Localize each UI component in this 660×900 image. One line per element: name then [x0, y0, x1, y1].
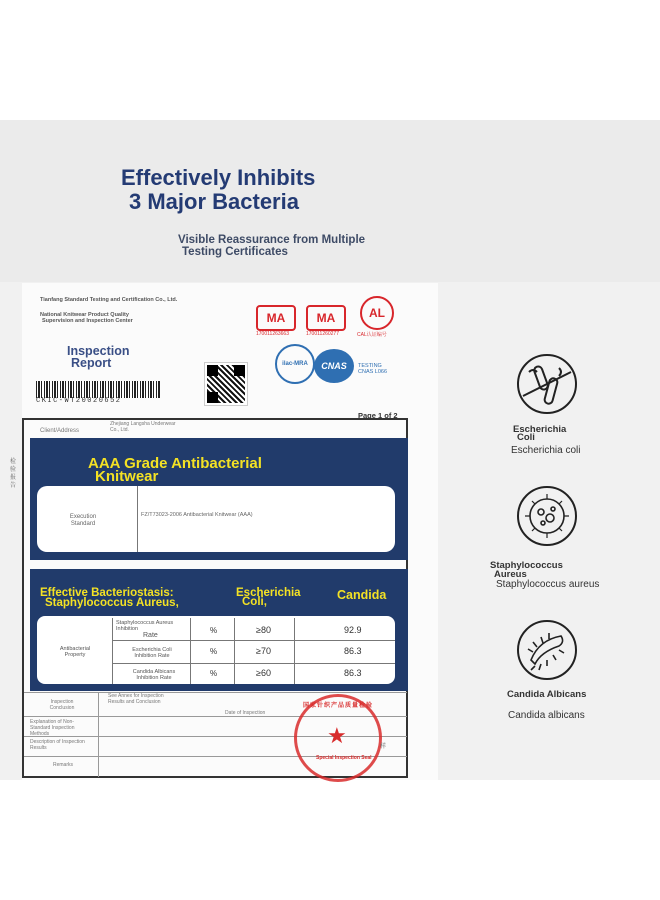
grade-title-line1: AAA Grade Antibacterial	[88, 455, 262, 472]
results-description-label: Description of Inspection Results	[30, 739, 85, 751]
conclusion-text-line2: Results and Conclusion	[108, 699, 161, 705]
bacteriostasis-title-col2-line1: Escherichia	[236, 587, 301, 599]
row1-result: 92.9	[344, 625, 362, 635]
conclusion-label-line2: Conclusion	[49, 705, 75, 711]
subtitle-line1: Visible Reassurance from Multiple	[178, 234, 366, 246]
property-label	[42, 646, 108, 658]
page-number: Page 1 of 2	[358, 411, 398, 420]
seal-side-char: 样	[380, 744, 387, 750]
row2-name-line2: Inhibition Rate	[134, 653, 170, 659]
row3-result: 86.3	[344, 668, 362, 678]
results-hline-1	[112, 640, 395, 641]
date-label: Date of Inspection	[225, 710, 266, 716]
conclusion-text	[108, 693, 164, 705]
row2-name-line1: Escherichia Coli	[132, 647, 172, 653]
bacteriostasis-title-col1-line2: Staphylococcus Aureus,	[45, 597, 179, 609]
side-vertical-text: 检验报告	[10, 459, 17, 489]
bacteriostasis-title-col1-line1: Effective Bacteriostasis:	[40, 587, 174, 599]
cma-logo-1: MA	[256, 305, 296, 331]
headline-line1: Effectively Inhibits	[121, 165, 316, 190]
bacteria-1-description: Escherichia coli	[511, 445, 581, 456]
cma-number-1: 170011263663	[256, 331, 289, 337]
testing-line1: TESTING	[358, 363, 382, 369]
results-vline-4	[294, 618, 295, 684]
bacteria-3-name-line1: Candida Albicans	[507, 689, 587, 700]
barcode	[36, 381, 160, 398]
bacteriostasis-title-col2-line2: Coli,	[242, 596, 267, 608]
candida-icon	[517, 620, 577, 680]
row1-name-line1: Staphylococcus Aureus	[116, 620, 174, 626]
seal-star-icon: ★	[327, 723, 347, 748]
execution-label-line1: Execution	[69, 514, 97, 520]
row1-unit: %	[210, 626, 218, 635]
e-coli-icon	[517, 354, 577, 414]
cma-number-2: 170011260277	[306, 331, 339, 337]
row2-result: 86.3	[344, 646, 362, 656]
results-hline-2	[112, 663, 395, 664]
client-value-line2: Co., Ltd.	[110, 427, 129, 433]
subtitle-line2: Testing Certificates	[182, 246, 288, 258]
header-background	[0, 120, 660, 282]
remarks-label: Remarks	[52, 762, 73, 768]
bacteria-2-description: Staphylococcus aureus	[496, 579, 600, 590]
conclusion-text-line1: See Annex for Inspection	[108, 693, 164, 699]
bacteria-2-name-line1: Staphylococcus	[490, 560, 563, 571]
issuer-center-line1: National Knitwear Product Quality	[40, 312, 129, 318]
row3-unit: %	[210, 669, 218, 678]
execution-label	[48, 514, 118, 528]
conclusion-label-line1: Inspection	[50, 699, 74, 705]
cal-caption: CAL认证编号	[357, 332, 387, 338]
issuer-name: Tianfang Standard Testing and Certification Co., Ltd.	[40, 297, 178, 303]
results-vline-1	[112, 618, 113, 684]
seal-label: Special Inspection Seal	[316, 755, 372, 761]
property-label-line2: Property	[64, 652, 86, 658]
row2-unit: %	[210, 647, 218, 656]
client-value-line1: Zhejiang Langsha Underwear	[110, 421, 176, 427]
results-vline-3	[234, 618, 235, 684]
staphylococcus-icon	[517, 486, 577, 546]
row3-name-line2: Inhibition Rate	[136, 675, 172, 681]
row2-requirement: ≥70	[256, 646, 271, 656]
table-hline-1	[24, 692, 407, 693]
row3-requirement: ≥60	[256, 668, 271, 678]
issuer-center-line2: Supervision and Inspection Center	[42, 318, 133, 324]
results-vline-2	[190, 618, 191, 684]
row1-rate-label: Rate	[143, 632, 158, 639]
property-label-line1: Antibacterial	[59, 646, 91, 652]
cal-logo: AL	[360, 296, 394, 330]
nonstandard-label: Explanation of Non-Standard Inspection Methods	[30, 719, 75, 737]
execution-value: FZ/T73023-2006 Antibacterial Knitwear (AAA)	[141, 512, 253, 518]
cnas-logo: CNAS	[314, 349, 354, 383]
barcode-code: CKIC-WT20020652	[36, 397, 122, 405]
report-title-line1: Inspection	[67, 344, 130, 358]
execution-divider	[137, 486, 138, 552]
headline-line2: 3 Major Bacteria	[129, 189, 299, 214]
client-label: Client/Address	[40, 428, 80, 434]
testing-line2: CNAS L066	[358, 369, 388, 375]
report-title-line2: Report	[71, 356, 112, 370]
row1-name-line2: Inhibition	[116, 626, 139, 632]
bacteria-2-name-line2: Aureus	[494, 569, 527, 580]
bacteria-1-name-line2: Coli	[517, 432, 535, 443]
conclusion-label	[34, 699, 90, 711]
grade-title-line2: Knitwear	[95, 468, 159, 485]
row1-requirement: ≥80	[256, 625, 271, 635]
table-vline-1	[98, 692, 99, 777]
bacteria-3-description: Candida albicans	[508, 710, 585, 721]
seal-ring-text: 国家针织产品质量检验	[302, 703, 373, 709]
qr-code	[205, 363, 247, 405]
cma-logo-2: MA	[306, 305, 346, 331]
bacteriostasis-title-col3: Candida	[337, 588, 387, 602]
testing-mark	[358, 349, 387, 375]
execution-label-line2: Standard	[70, 521, 96, 527]
bacteria-1-name-line1: Escherichia	[513, 424, 567, 435]
row3-name-line1: Candida Albicans	[132, 669, 176, 675]
ilac-mra-logo: ilac-MRA	[275, 344, 315, 384]
